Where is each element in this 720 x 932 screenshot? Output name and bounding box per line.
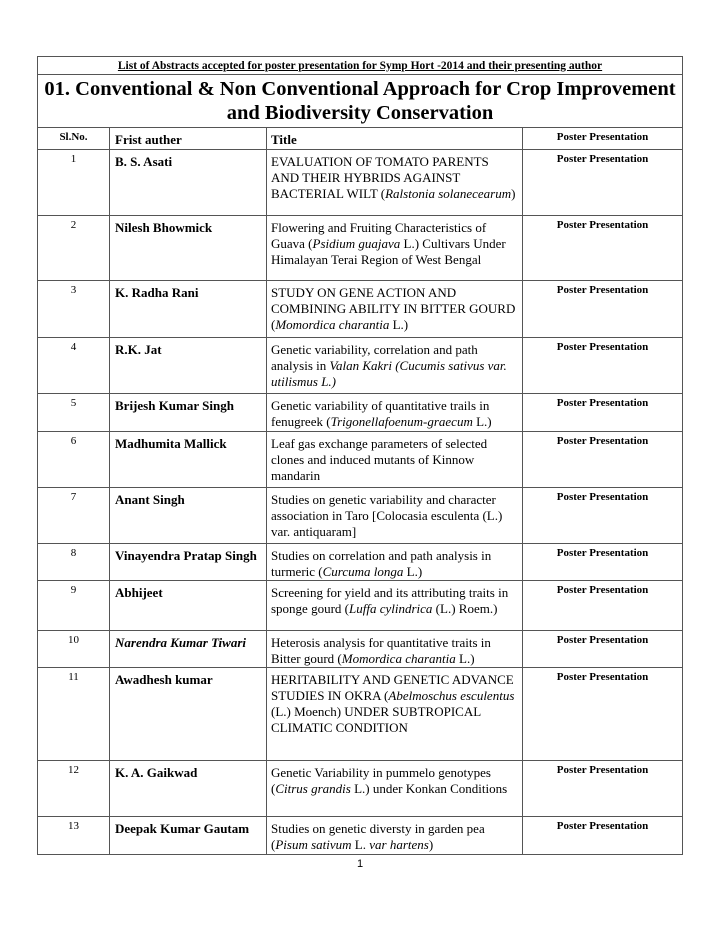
author-cell: Nilesh Bhowmick xyxy=(110,216,267,281)
author-cell: Brijesh Kumar Singh xyxy=(110,394,267,432)
author-cell: Anant Singh xyxy=(110,488,267,544)
author-cell xyxy=(110,631,267,668)
table-row xyxy=(38,394,683,432)
sl-no-cell: 9 xyxy=(38,581,110,631)
title-cell: STUDY ON GENE ACTION AND COMBINING ABILITY IN BITTER GOURD (Momordica charantia L.) xyxy=(267,281,523,338)
column-header-sl-no: Sl.No. xyxy=(38,128,110,150)
title-cell: HERITABILITY AND GENETIC ADVANCE STUDIES IN OKRA (Abelmoschus esculentus (L.) Moench) UNDER SUBTROPICAL CLIMATIC CONDITION xyxy=(267,668,523,761)
title-cell: Studies on correlation and path analysis in turmeric (Curcuma longa L.) xyxy=(267,544,523,581)
table-row xyxy=(38,281,683,338)
author-cell: Deepak Kumar Gautam xyxy=(110,817,267,855)
presentation-cell: Poster Presentation xyxy=(523,216,683,281)
table-row xyxy=(38,817,683,855)
table-row xyxy=(38,488,683,544)
column-header-presentation: Poster Presentation xyxy=(523,128,683,150)
section-title: 01. Conventional & Non Conventional Approach for Crop Improvement and Biodiversity Conservation xyxy=(38,75,683,128)
sl-no-cell: 10 xyxy=(38,631,110,668)
author-cell: B. S. Asati xyxy=(110,150,267,216)
title-cell: Studies on genetic diversty in garden pea (Pisum sativum L. var hartens) xyxy=(267,817,523,855)
presentation-cell: Poster Presentation xyxy=(523,581,683,631)
table-row xyxy=(38,338,683,394)
title-cell: Flowering and Fruiting Characteristics of Guava (Psidium guajava L.) Cultivars Under Himalayan Terai Region of West Bengal xyxy=(267,216,523,281)
title-cell: Screening for yield and its attributing traits in sponge gourd (Luffa cylindrica (L.) Roem.) xyxy=(267,581,523,631)
table-row xyxy=(38,631,683,668)
title-cell: Studies on genetic variability and character association in Taro [Colocasia esculenta (L.) var. antiquaram] xyxy=(267,488,523,544)
author-cell: R.K. Jat xyxy=(110,338,267,394)
presentation-cell: Poster Presentation xyxy=(523,544,683,581)
column-header-author: Frist auther xyxy=(110,128,267,150)
presentation-cell: Poster Presentation xyxy=(523,668,683,761)
author-cell: K. A. Gaikwad xyxy=(110,761,267,817)
presentation-cell: Poster Presentation xyxy=(523,761,683,817)
sl-no-cell: 4 xyxy=(38,338,110,394)
sl-no-cell: 11 xyxy=(38,668,110,761)
presentation-cell: Poster Presentation xyxy=(523,631,683,668)
sl-no-cell: 12 xyxy=(38,761,110,817)
author-name: Narendra Kumar Tiwari xyxy=(115,635,246,650)
presentation-cell: Poster Presentation xyxy=(523,150,683,216)
presentation-cell: Poster Presentation xyxy=(523,394,683,432)
sl-no-cell: 8 xyxy=(38,544,110,581)
table-row xyxy=(38,581,683,631)
table-row xyxy=(38,668,683,761)
author-cell: Abhijeet xyxy=(110,581,267,631)
table-row xyxy=(38,761,683,817)
title-cell: Heterosis analysis for quantitative traits in Bitter gourd (Momordica charantia L.) xyxy=(267,631,523,668)
title-cell: EVALUATION OF TOMATO PARENTS AND THEIR HYBRIDS AGAINST BACTERIAL WILT (Ralstonia solanecearum) xyxy=(267,150,523,216)
table-row xyxy=(38,216,683,281)
table-row xyxy=(38,544,683,581)
author-cell: Vinayendra Pratap Singh xyxy=(110,544,267,581)
title-cell: Genetic variability of quantitative trails in fenugreek (Trigonellafoenum-graecum L.) xyxy=(267,394,523,432)
sl-no-cell: 2 xyxy=(38,216,110,281)
sl-no-cell: 1 xyxy=(38,150,110,216)
table-row xyxy=(38,150,683,216)
presentation-cell: Poster Presentation xyxy=(523,338,683,394)
sl-no-cell: 13 xyxy=(38,817,110,855)
sl-no-cell: 6 xyxy=(38,432,110,488)
page-number: 1 xyxy=(356,858,364,870)
column-header-title: Title xyxy=(267,128,523,150)
sl-no-cell: 3 xyxy=(38,281,110,338)
author-cell: K. Radha Rani xyxy=(110,281,267,338)
sl-no-cell: 5 xyxy=(38,394,110,432)
title-cell: Leaf gas exchange parameters of selected clones and induced mutants of Kinnow mandarin xyxy=(267,432,523,488)
sl-no-cell: 7 xyxy=(38,488,110,544)
table-row xyxy=(38,432,683,488)
title-cell: Genetic Variability in pummelo genotypes (Citrus grandis L.) under Konkan Conditions xyxy=(267,761,523,817)
presentation-cell: Poster Presentation xyxy=(523,281,683,338)
presentation-cell: Poster Presentation xyxy=(523,488,683,544)
author-cell: Awadhesh kumar xyxy=(110,668,267,761)
title-cell: Genetic variability, correlation and path analysis in Valan Kakri (Cucumis sativus var. utilismus L.) xyxy=(267,338,523,394)
abstracts-table xyxy=(37,56,683,855)
presentation-cell: Poster Presentation xyxy=(523,817,683,855)
author-cell: Madhumita Mallick xyxy=(110,432,267,488)
header-row xyxy=(38,128,683,150)
document-caption: List of Abstracts accepted for poster presentation for Symp Hort -2014 and their presenting author xyxy=(38,57,683,75)
presentation-cell: Poster Presentation xyxy=(523,432,683,488)
